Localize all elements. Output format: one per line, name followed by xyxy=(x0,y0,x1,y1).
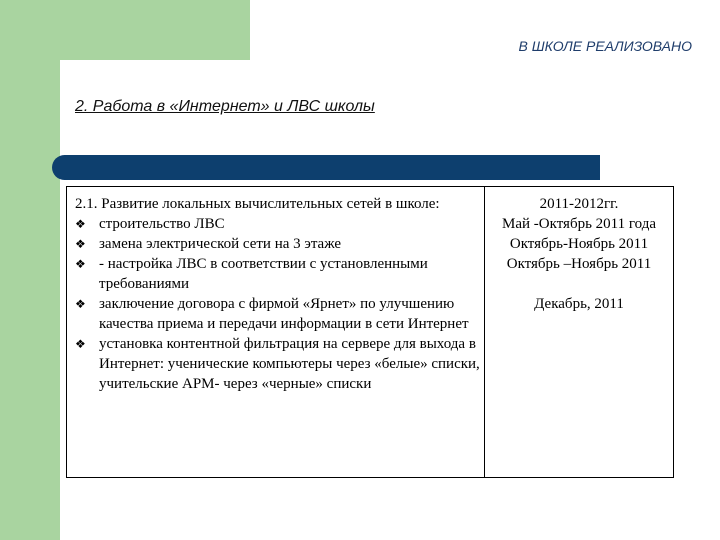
list-item xyxy=(75,254,480,294)
list-item-text: замена электрической сети на 3 этаже xyxy=(99,236,342,252)
diamond-bullet-icon: ❖ xyxy=(75,297,86,311)
date-period: Октябрь –Ноябрь 2011 xyxy=(506,256,652,272)
diamond-bullet-icon: ❖ xyxy=(75,257,86,271)
tasks-cell xyxy=(67,187,485,477)
list-item xyxy=(75,234,480,254)
date-period: Октябрь-Ноябрь 2011 xyxy=(509,236,649,252)
content-table xyxy=(66,186,674,478)
list-item-text: - настройка ЛВС в соответствии с установленными требованиями xyxy=(99,256,428,292)
list-item-text: заключение договора с фирмой «Ярнет» по улучшению качества приема и передачи информации в сети Интернет xyxy=(99,296,469,332)
diamond-bullet-icon: ❖ xyxy=(75,217,86,231)
date-period: 2011-2012гг. xyxy=(539,196,619,212)
tasks-intro: 2.1. Развитие локальных вычислительных сетей в школе: xyxy=(75,196,440,212)
list-item xyxy=(75,294,480,334)
decor-divider-bar xyxy=(52,155,600,180)
dates-cell xyxy=(485,187,673,477)
date-period: Май -Октябрь 2011 года xyxy=(502,216,656,232)
page-title: 2. Работа в «Интернет» и ЛВС школы xyxy=(75,98,375,115)
section-label: В ШКОЛЕ РЕАЛИЗОВАНО xyxy=(518,38,692,54)
date-period: Декабрь, 2011 xyxy=(534,296,624,312)
decor-green-top xyxy=(0,0,250,60)
diamond-bullet-icon: ❖ xyxy=(75,237,86,251)
list-item xyxy=(75,334,480,394)
list-item-text: установка контентной фильтрация на сервере для выхода в Интернет: ученические компьютеры через «белые» списки, учительские АРМ- через «черные» списки xyxy=(99,336,480,392)
list-item-text: строительство ЛВС xyxy=(99,216,225,232)
tasks-list xyxy=(75,214,480,394)
diamond-bullet-icon: ❖ xyxy=(75,337,86,351)
list-item xyxy=(75,214,480,234)
decor-green-left xyxy=(0,0,60,540)
